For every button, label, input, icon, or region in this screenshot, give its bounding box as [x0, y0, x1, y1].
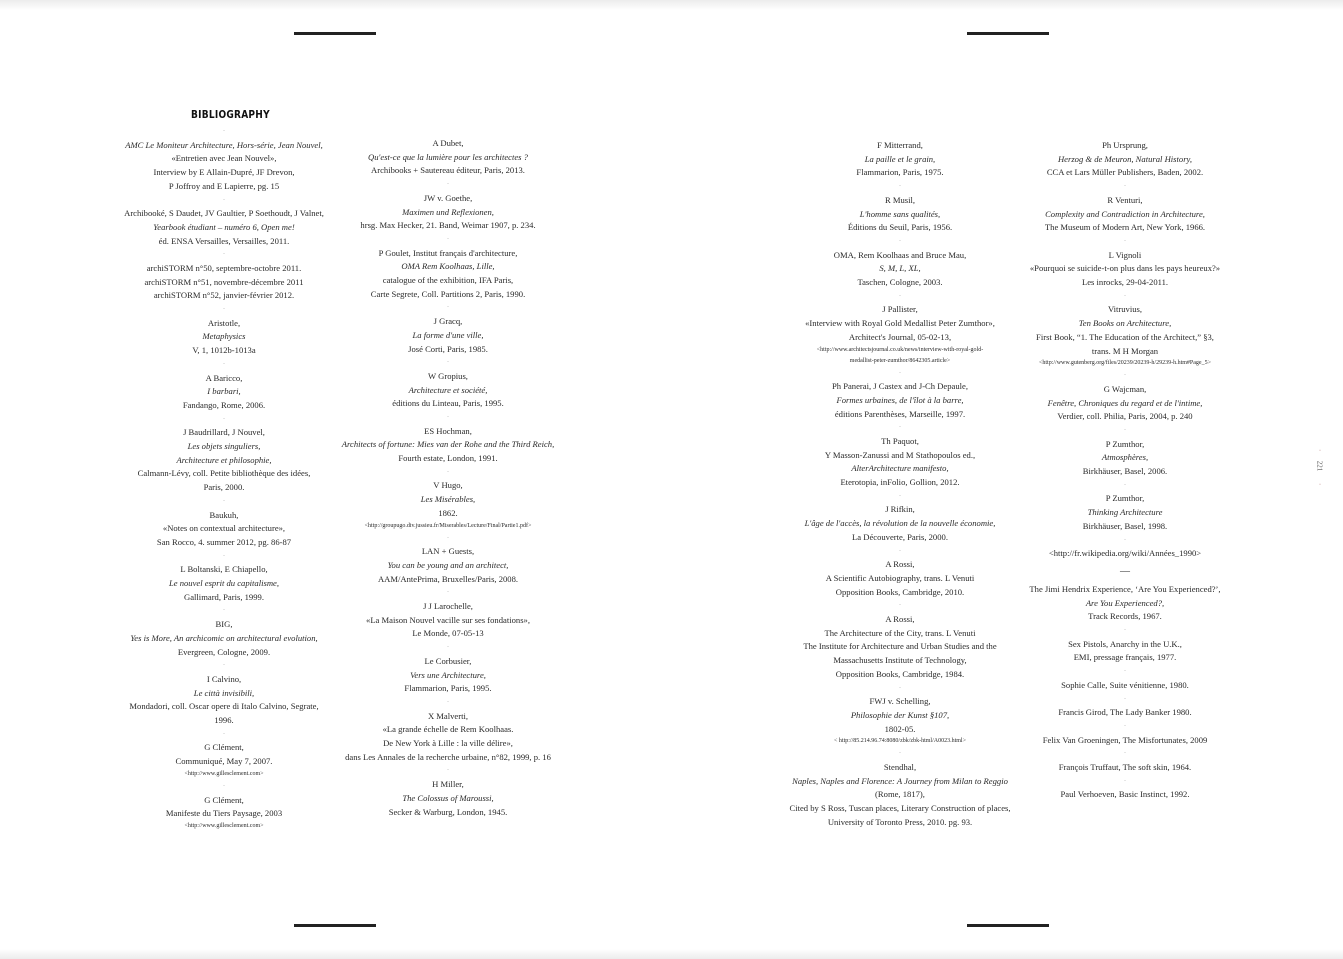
bibliography-entry	[113, 618, 335, 659]
bibliography-entry	[1010, 679, 1240, 693]
entry-line: Paul Verhoeven, Basic Instinct, 1992.	[1060, 789, 1190, 800]
page-title: BIBLIOGRAPHY	[191, 108, 270, 121]
entry-line: La Découverte, Paris, 2000.	[852, 531, 948, 542]
entry-line: Yes is More, An archicomic on architectural evolution,	[130, 632, 318, 643]
entry-line: The Colossus of Maroussi,	[402, 792, 494, 803]
bibliography-entry	[113, 741, 335, 779]
entry-line: V, 1, 1012b-1013a	[192, 345, 256, 356]
entry-separator	[785, 682, 1015, 696]
entry-url[interactable]: <http://www.gillesclement.com>	[184, 822, 264, 829]
entry-line: hrsg. Max Hecker, 21. Band, Weimar 1907, p. 234.	[360, 220, 536, 231]
entry-line: The Jimi Hendrix Experience, ‘Are You Experienced?’,	[1029, 583, 1221, 594]
entry-line: J Gracq,	[433, 316, 463, 327]
entry-line: A Rossi,	[885, 559, 915, 570]
entry-separator	[1010, 479, 1240, 493]
entry-line: Architect's Journal, 05-02-13,	[848, 331, 952, 342]
entry-line: Evergreen, Cologne, 2009.	[177, 646, 271, 657]
entry-separator	[1010, 424, 1240, 438]
entry-separator	[785, 290, 1015, 304]
entry-line: Le Corbusier,	[424, 655, 472, 666]
entry-line: G Clément,	[204, 742, 244, 753]
entry-separator	[338, 586, 558, 600]
entry-line: Baukuh,	[209, 509, 239, 520]
bibliography-entry	[338, 479, 558, 531]
entry-url[interactable]: <http://www.gutenberg.org/files/20239/20239-h/29239-h.htm#Page_5>	[1039, 360, 1211, 367]
entry-line: Manifeste du Tiers Paysage, 2003	[165, 808, 283, 819]
page-number: · 221 ·	[1315, 448, 1324, 488]
bibliography-entry	[113, 563, 335, 604]
entry-line: Communiqué, May 7, 2007.	[175, 756, 273, 767]
entry-line: Archibooké, S Daudet, JV Gaultier, P Soethoudt, J Valnet,	[124, 208, 324, 219]
entry-line: San Rocco, 4. summer 2012, pg. 86-87	[156, 536, 292, 547]
entry-line: Les Misérables,	[420, 494, 476, 505]
bibliography-entry	[1010, 194, 1240, 235]
bibliography-entry	[338, 315, 558, 356]
entry-line: ES Hochman,	[424, 425, 472, 436]
entry-separator	[338, 696, 558, 710]
entry-line: H Miller,	[432, 779, 464, 790]
bibliography-entry	[1010, 547, 1240, 561]
entry-line: P Zumthor,	[1105, 438, 1145, 449]
entry-separator	[113, 780, 335, 794]
entry-line: catalogue of the exhibition, IFA Paris,	[382, 275, 514, 285]
entry-line: Stendhal,	[883, 762, 917, 773]
entry-line: First Book, “1. The Education of the Architect,” §3,	[1036, 331, 1214, 342]
entry-line: V Hugo,	[433, 480, 463, 491]
entry-line: A Scientific Autobiography, trans. L Venuti	[825, 572, 975, 583]
entry-line: A Baricco,	[205, 372, 243, 383]
entry-separator	[113, 728, 335, 742]
entry-line: «La Maison Nouvel vacille sur ses fondations»,	[366, 614, 530, 625]
bibliography-entry	[1010, 383, 1240, 424]
entry-line: OMA, Rem Koolhaas and Bruce Mau,	[833, 249, 967, 260]
entry-line: Vitruvius,	[1107, 304, 1143, 315]
entry-line: P Goulet, Institut français d'architecture,	[378, 247, 518, 258]
entry-separator	[338, 764, 558, 778]
entry-line: éd. ENSA Versailles, Versailles, 2011.	[158, 235, 290, 246]
bibliography-entry	[1010, 303, 1240, 369]
entry-line: Track Records, 1967.	[1088, 611, 1162, 622]
entry-line: La forme d'une ville,	[412, 329, 484, 340]
entry-line: archiSTORM n°51, novembre-décembre 2011	[144, 276, 304, 287]
entry-separator	[113, 550, 335, 564]
entry-line: A Rossi,	[885, 614, 915, 625]
entry-line: J Pallister,	[882, 304, 918, 315]
entry-line: University of Toronto Press, 2010. pg. 93.	[827, 816, 973, 827]
entry-line: Le nouvel esprit du capitalisme,	[168, 578, 280, 589]
entry-line: X Malverti,	[427, 710, 469, 721]
entry-line: Verdier, coll. Philia, Paris, 2004, p. 240	[1057, 411, 1193, 422]
bibliography-entry	[338, 710, 558, 765]
entry-line: Thinking Architecture	[1087, 507, 1163, 518]
bibliography-entry	[785, 303, 1015, 366]
entry-line: Metaphysics	[202, 331, 246, 342]
bibliography-entry	[338, 545, 558, 586]
entry-line: R Musil,	[884, 194, 916, 205]
entry-separator	[338, 466, 558, 480]
bibliography-entry	[338, 655, 558, 696]
entry-separator	[338, 178, 558, 192]
entry-separator	[338, 356, 558, 370]
entry-line: Interview by E Allain-Dupré, JF Drevon,	[153, 167, 295, 178]
page-edge-top	[0, 0, 1343, 10]
entry-line: AMC Le Moniteur Architecture, Hors-série, Jean Nouvel,	[125, 139, 323, 150]
entry-line: Secker & Warburg, London, 1945.	[388, 806, 508, 817]
top-rule-right	[967, 32, 1049, 35]
entry-line: L Vignoli	[1108, 249, 1142, 260]
entry-separator	[785, 747, 1015, 761]
entry-line: AlterArchitecture manifesto,	[851, 463, 949, 474]
entry-line: Paris, 2000.	[203, 482, 245, 493]
entry-line: Architecture et société,	[408, 384, 488, 395]
entry-line: Ten Books on Architecture,	[1078, 318, 1172, 329]
entry-line: Atmosphères,	[1101, 452, 1149, 463]
bibliography-entry	[338, 370, 558, 411]
bibliography-entry	[113, 794, 335, 832]
bibliography-entry	[113, 372, 335, 413]
bibliography-column-2	[338, 137, 558, 819]
entry-line: «La grande échelle de Rem Koolhaas.	[382, 724, 514, 735]
entry-separator	[785, 367, 1015, 381]
entry-line: R Venturi,	[1107, 194, 1143, 205]
bottom-rule-right	[967, 924, 1049, 927]
entry-separator	[338, 301, 558, 315]
bibliography-entry	[1010, 788, 1240, 802]
entry-line: Opposition Books, Cambridge, 1984.	[835, 668, 965, 679]
entry-line: BIG,	[215, 619, 233, 630]
entry-separator	[785, 180, 1015, 194]
entry-line: A Dubet,	[432, 138, 464, 148]
page-edge-bottom	[0, 949, 1343, 959]
bibliography-entry	[1010, 734, 1240, 748]
entry-line: Formes urbaines, de l'îlot à la barre,	[836, 394, 964, 405]
entry-separator	[785, 235, 1015, 249]
entry-url[interactable]: <http://www.gillesclement.com>	[184, 770, 264, 777]
bibliography-entry	[1010, 438, 1240, 479]
bibliography-entry	[1010, 492, 1240, 533]
bibliography-entry	[1010, 706, 1240, 720]
entry-line: The Institute for Architecture and Urban Studies and the	[803, 641, 997, 652]
entry-separator	[338, 233, 558, 247]
bibliography-entry	[113, 426, 335, 495]
bibliography-entry	[113, 139, 335, 194]
entry-line: The Museum of Modern Art, New York, 1966.	[1044, 222, 1206, 233]
entry-line: Archibooks + Sautereau éditeur, Paris, 2013.	[371, 165, 525, 176]
entry-line: The Architecture of the City, trans. L Venuti	[824, 627, 976, 638]
entry-line: archiSTORM n°50, septembre-octobre 2011.	[146, 262, 302, 273]
entry-line: La paille et le grain,	[864, 153, 936, 164]
entry-separator	[338, 532, 558, 546]
entry-line: CCA et Lars Müller Publishers, Baden, 2002.	[1046, 167, 1204, 178]
bibliography-entry	[113, 509, 335, 550]
entry-line: F Mitterrand,	[877, 140, 923, 150]
entry-line: Fourth estate, London, 1991.	[398, 453, 498, 464]
bibliography-entry	[785, 380, 1015, 421]
entry-line: Taschen, Cologne, 2003.	[857, 277, 943, 287]
bibliography-entry	[785, 503, 1015, 544]
entry-line: Flammarion, Paris, 1995.	[404, 683, 492, 694]
entry-separator	[1010, 290, 1240, 304]
entry-line: LAN + Guests,	[421, 546, 475, 557]
entry-line: L'âge de l'accès, la révolution de la nouvelle économie,	[804, 518, 996, 529]
entry-line: Herzog & de Meuron, Natural History,	[1057, 153, 1193, 164]
entry-separator	[1010, 693, 1240, 707]
bibliography-entry	[785, 761, 1015, 830]
entry-line: Les inrocks, 29-04-2011.	[1081, 277, 1169, 287]
entry-line: S, M, L, XL,	[879, 263, 921, 274]
entry-separator	[785, 421, 1015, 435]
entry-line: J Baudrillard, J Nouvel,	[183, 427, 265, 438]
entry-line: OMA Rem Koolhaas, Lille,	[401, 261, 495, 272]
entry-line: G Clément,	[204, 794, 244, 805]
bibliography-column-3	[785, 139, 1015, 830]
entry-line: Opposition Books, Cambridge, 2010.	[835, 586, 965, 597]
entry-line: Th Paquot,	[881, 435, 919, 446]
entry-separator	[113, 659, 335, 673]
bibliography-entry	[785, 435, 1015, 490]
entry-line: (Rome, 1817),	[875, 789, 925, 800]
entry-url[interactable]: < http://85.214.96.74:8080/zbk/zbk-html/A0023.html>	[834, 738, 966, 745]
entry-separator	[338, 411, 558, 425]
entry-url[interactable]: <http://groupugo.div.jussieu.fr/Miserables/Lecture/Final/Partie1.pdf>	[364, 522, 532, 529]
entry-line: You can be young and an architect,	[387, 559, 509, 570]
entry-line: Éditions du Seuil, Paris, 1956.	[847, 222, 953, 233]
bibliography-entry	[338, 600, 558, 641]
bibliography-entry	[113, 262, 335, 303]
entry-line: Complexity and Contradiction in Architecture,	[1045, 208, 1205, 219]
entry-line: archiSTORM n°52, janvier-février 2012.	[153, 290, 295, 301]
entry-line: 1862.	[438, 507, 458, 518]
top-rule-left	[294, 32, 376, 35]
entry-line: Massachusetts Institute of Technology,	[833, 655, 967, 666]
entry-line: 1996.	[214, 715, 234, 726]
entry-line: I Calvino,	[206, 673, 242, 684]
bibliography-entry	[785, 613, 1015, 682]
bibliography-entry	[1010, 139, 1240, 180]
bottom-rule-left	[294, 924, 376, 927]
entry-line: «Interview with Royal Gold Medallist Peter Zumthor»,	[805, 318, 995, 329]
entry-line: I barbari,	[207, 386, 241, 397]
entry-separator	[1010, 747, 1240, 761]
entry-line: Les objets singuliers,	[187, 441, 261, 452]
entry-line: Mondadori, coll. Oscar opere di Italo Calvino, Segrate,	[129, 701, 319, 712]
entry-line: Calmann-Lévy, coll. Petite bibliothèque des idées,	[137, 468, 311, 479]
entry-line: Francis Girod, The Lady Banker 1980.	[1058, 707, 1192, 718]
entry-separator	[113, 413, 335, 427]
entry-line: Le città invisibili,	[193, 687, 255, 698]
entry-line: P Zumthor,	[1105, 493, 1145, 504]
entry-line: trans. M H Morgan	[1091, 345, 1159, 356]
bibliography-entry	[785, 194, 1015, 235]
entry-line: EMI, pressage français, 1977.	[1073, 652, 1177, 663]
bibliography-column-1	[113, 125, 335, 832]
entry-line: Are You Experienced?,	[1085, 597, 1165, 608]
entry-line: W Gropius,	[428, 370, 468, 381]
section-divider: —	[1120, 565, 1130, 577]
entry-line: éditions du Linteau, Paris, 1995.	[392, 398, 504, 409]
entry-separator	[1010, 235, 1240, 249]
entry-line: Vers une Architecture,	[410, 669, 486, 680]
bibliography-entry	[338, 247, 558, 302]
entry-separator	[1010, 369, 1240, 383]
bibliography-entry	[113, 673, 335, 728]
entry-line: L Boltanski, E Chiapello,	[180, 564, 268, 575]
entry-line: Maximen und Reflexionen,	[402, 206, 494, 217]
entry-line: Carte Segrete, Coll. Partitions 2, Paris, 1990.	[370, 288, 526, 299]
entry-line: L'homme sans qualités,	[859, 208, 941, 219]
entry-separator	[113, 358, 335, 372]
entry-separator	[1010, 624, 1240, 638]
entry-line: Architects of fortune: Mies van der Rohe and the Third Reich,	[341, 439, 555, 450]
entry-line: 1802-05.	[884, 723, 916, 734]
bibliography-entry	[785, 139, 1015, 180]
entry-line: Y Masson-Zanussi and M Stathopoulos ed.,	[824, 449, 976, 460]
entry-line: J Rifkin,	[885, 504, 915, 515]
bibliography-entry	[1010, 638, 1240, 665]
entry-line: G Wajcman,	[1103, 383, 1147, 394]
entry-separator	[785, 599, 1015, 613]
entry-line: <http://fr.wikipedia.org/wiki/Années_1990>	[1048, 548, 1202, 559]
entry-line: François Truffaut, The soft skin, 1964.	[1058, 762, 1192, 773]
bibliography-entry	[1010, 249, 1240, 290]
entry-line: Yearbook étudiant – numéro 6, Open me!	[153, 221, 295, 232]
entry-separator	[113, 248, 335, 262]
entry-line: De New York à Lille : la ville délire»,	[383, 738, 513, 749]
entry-separator	[1010, 665, 1240, 679]
entry-separator	[113, 125, 335, 139]
entry-line: Architecture et philosophie,	[176, 454, 272, 465]
entry-line: J J Larochelle,	[423, 601, 473, 612]
entry-separator	[113, 495, 335, 509]
entry-separator	[113, 604, 335, 618]
entry-separator	[1010, 720, 1240, 734]
entry-separator	[1010, 534, 1240, 548]
bibliography-entry	[338, 192, 558, 233]
bibliography-entry	[113, 207, 335, 248]
entry-separator	[338, 641, 558, 655]
bibliography-entry	[338, 425, 558, 466]
entry-line: Ph Ursprung,	[1102, 140, 1148, 150]
bibliography-entry	[785, 249, 1015, 290]
entry-separator	[785, 490, 1015, 504]
bibliography-entry	[785, 558, 1015, 599]
entry-line: Fandango, Rome, 2006.	[182, 399, 266, 410]
entry-separator	[113, 194, 335, 208]
entry-line: «Notes on contextual architecture»,	[162, 523, 286, 534]
entry-line: José Corti, Paris, 1985.	[408, 343, 488, 354]
entry-line: Birkhäuser, Basel, 1998.	[1082, 520, 1168, 531]
bibliography-entry	[1010, 583, 1240, 624]
entry-line: P Joffroy and E Lapierre, pg. 15	[168, 180, 280, 191]
entry-separator	[1010, 180, 1240, 194]
entry-line: Birkhäuser, Basel, 2006.	[1082, 466, 1168, 477]
bibliography-entry	[1010, 761, 1240, 775]
entry-line: Qu'est-ce que la lumière pour les architectes ?	[368, 151, 528, 162]
bibliography-entry	[785, 695, 1015, 747]
entry-url[interactable]: medallist-peter-zumthor/8642305.article>	[849, 357, 951, 364]
entry-separator	[113, 303, 335, 317]
entry-separator	[785, 545, 1015, 559]
entry-line: Flammarion, Paris, 1975.	[856, 167, 944, 178]
entry-line: JW v. Goethe,	[423, 192, 473, 203]
entry-line: AAM/AntePrima, Bruxelles/Paris, 2008.	[377, 573, 519, 584]
entry-line: Felix Van Groeningen, The Misfortunates, 2009	[1042, 734, 1208, 745]
entry-line: Aristotle,	[207, 317, 241, 328]
entry-line: Fenêtre, Chroniques du regard et de l'intime,	[1047, 397, 1203, 408]
bibliography-column-4	[1010, 139, 1240, 802]
entry-line: FWJ v. Schelling,	[869, 696, 931, 707]
entry-line: Ph Panerai, J Castex and J-Ch Depaule,	[831, 381, 969, 392]
bibliography-entry	[113, 317, 335, 358]
entry-line: Gallimard, Paris, 1999.	[184, 591, 264, 602]
bibliography-entry	[338, 778, 558, 819]
entry-line: «Entretien avec Jean Nouvel»,	[171, 153, 277, 164]
entry-separator	[1010, 775, 1240, 789]
entry-line: Cited by S Ross, Tuscan places, Literary Construction of places,	[789, 803, 1011, 814]
entry-url[interactable]: <http://www.architectsjournal.co.uk/news/interview-with-royal-gold-	[816, 346, 984, 353]
entry-line: Eterotopia, inFolio, Gollion, 2012.	[840, 477, 960, 488]
entry-line: Philosophie der Kunst §107,	[850, 709, 950, 720]
entry-line: Naples, Naples and Florence: A Journey from Milan to Reggio	[792, 775, 1008, 786]
entry-line: Sex Pistols, Anarchy in the U.K.,	[1068, 638, 1182, 649]
entry-line: dans Les Annales de la recherche urbaine, n°82, 1999, p. 16	[345, 751, 551, 762]
entry-line: Le Monde, 07-05-13	[412, 628, 484, 639]
entry-line: «Pourquoi se suicide-t-on plus dans les pays heureux?»	[1029, 263, 1221, 274]
bibliography-entry	[338, 137, 558, 178]
entry-line: Sophie Calle, Suite vénitienne, 1980.	[1061, 679, 1189, 690]
entry-line: éditions Parenthèses, Marseille, 1997.	[834, 408, 966, 419]
